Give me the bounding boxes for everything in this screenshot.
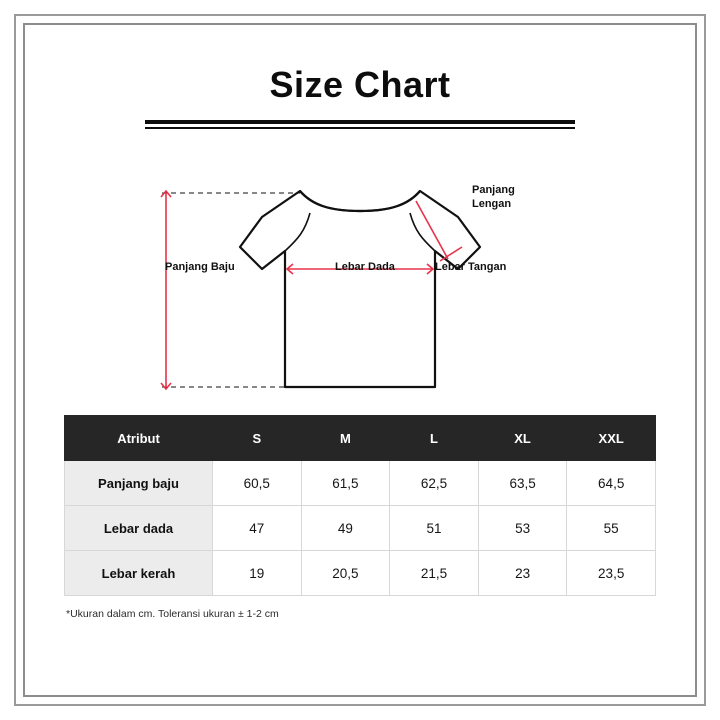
header-size-m: M xyxy=(301,416,390,461)
cell-value: 64,5 xyxy=(567,461,656,506)
size-table xyxy=(64,415,656,596)
cell-value: 62,5 xyxy=(390,461,479,506)
cell-value: 61,5 xyxy=(301,461,390,506)
footnote: *Ukuran dalam cm. Toleransi ukuran ± 1-2 cm xyxy=(66,608,279,620)
label-lebar-dada: Lebar Dada xyxy=(335,261,395,273)
cell-value: 49 xyxy=(301,506,390,551)
title-rule-thick xyxy=(145,120,575,124)
row-label: Lebar dada xyxy=(65,506,213,551)
label-panjang-baju: Panjang Baju xyxy=(165,261,235,273)
label-panjang-lengan xyxy=(472,184,515,212)
tshirt-diagram xyxy=(40,139,680,409)
header-size-xl: XL xyxy=(478,416,567,461)
cell-value: 55 xyxy=(567,506,656,551)
table-row xyxy=(65,461,656,506)
cell-value: 53 xyxy=(478,506,567,551)
table-head xyxy=(65,416,656,461)
title-rule-thin xyxy=(145,127,575,129)
row-label: Lebar kerah xyxy=(65,551,213,596)
table-row xyxy=(65,551,656,596)
label-panjang-lengan-line1: Panjang xyxy=(472,184,515,196)
cell-value: 21,5 xyxy=(390,551,479,596)
cell-value: 51 xyxy=(390,506,479,551)
size-table-wrapper xyxy=(40,415,680,620)
cell-value: 63,5 xyxy=(478,461,567,506)
header-size-s: S xyxy=(213,416,302,461)
cell-value: 23 xyxy=(478,551,567,596)
header-size-l: L xyxy=(390,416,479,461)
content-area xyxy=(40,40,680,680)
table-row xyxy=(65,506,656,551)
cell-value: 19 xyxy=(213,551,302,596)
label-lebar-tangan: Lebar Tangan xyxy=(435,261,507,273)
row-label: Panjang baju xyxy=(65,461,213,506)
header-attribute: Atribut xyxy=(65,416,213,461)
title-underline xyxy=(145,120,575,129)
cell-value: 23,5 xyxy=(567,551,656,596)
label-panjang-lengan-line2: Lengan xyxy=(472,197,512,210)
cell-value: 47 xyxy=(213,506,302,551)
table-header-row xyxy=(65,416,656,461)
cell-value: 20,5 xyxy=(301,551,390,596)
header-size-xxl: XXL xyxy=(567,416,656,461)
page-title: Size Chart xyxy=(269,64,451,105)
table-body xyxy=(65,461,656,596)
tshirt-outline xyxy=(240,191,480,387)
cell-value: 60,5 xyxy=(213,461,302,506)
